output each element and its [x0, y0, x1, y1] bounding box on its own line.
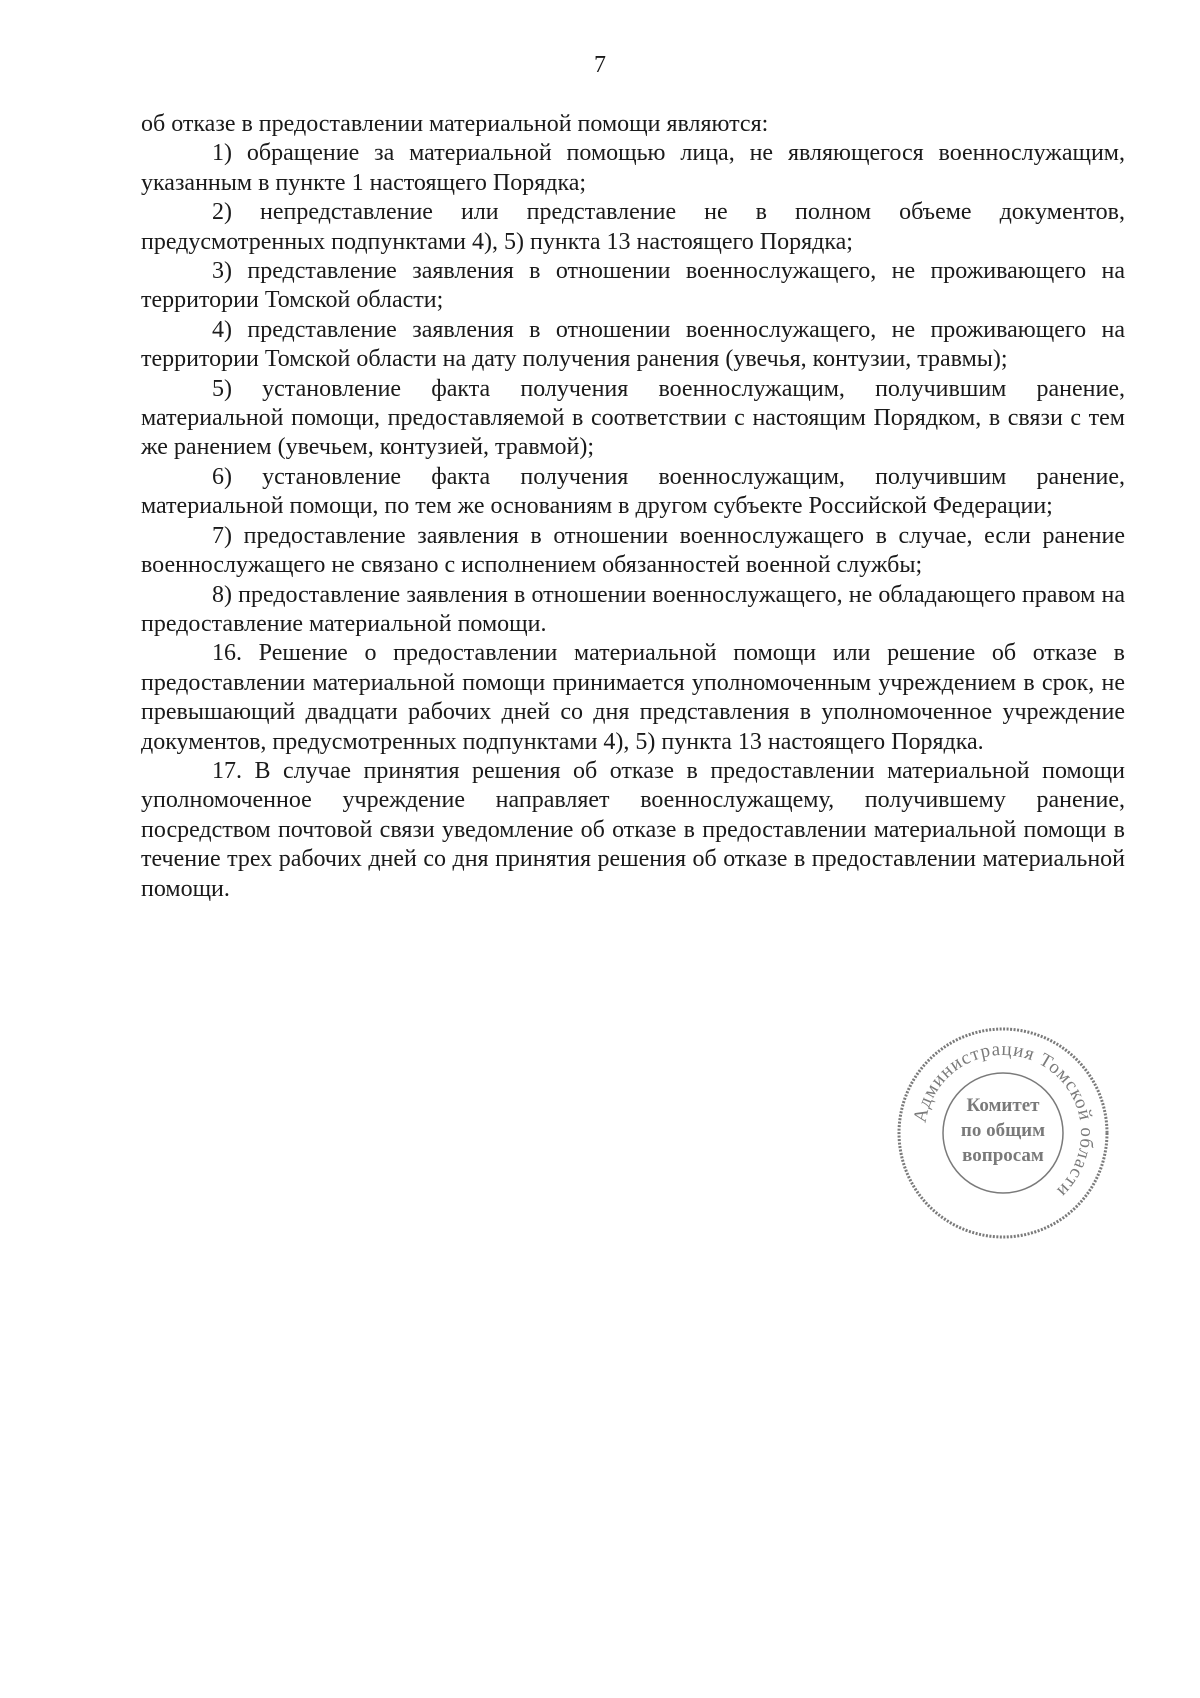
seal-graphic	[893, 1023, 1113, 1243]
seal-center-line-2: по общим	[960, 1120, 1046, 1141]
clause-16: 16. Решение о предоставлении материальной помощи или решение об отказе в предоставлении материальной помощи принимается уполномоченным учреждением в срок, не превышающий двадцати рабочих дней со дня представления в уполномоченное учреждение документов, предусмотренных подпунктами 4), 5) пункта 13 настоящего Порядка.	[141, 640, 1125, 755]
list-item-2: 2) непредставление или представление не в полном объеме документов, предусмотренных подпунктами 4), 5) пункта 13 настоящего Порядка;	[141, 199, 1125, 255]
list-item-3: 3) представление заявления в отношении военнослужащего, не проживающего на территории Томской области;	[141, 258, 1125, 314]
list-item-4: 4) представление заявления в отношении военнослужащего, не проживающего на территории Томской области на дату получения ранения (увечья, контузии, травмы);	[141, 316, 1125, 373]
list-item-1: 1) обращение за материальной помощью лица, не являющегося военнослужащим, указанным в пункте 1 настоящего Порядка;	[141, 140, 1125, 196]
list-item-5: 5) установление факта получения военнослужащим, получившим ранение, материальной помощи, предоставляемой в соответствии с настоящим Порядком, в связи с тем же ранением (увечьем, контузией, травмой);	[141, 375, 1125, 461]
list-item-7: 7) предоставление заявления в отношении военнослужащего в случае, если ранение военнослужащего не связано с исполнением обязанностей военной службы;	[141, 522, 1125, 579]
list-item-6: 6) установление факта получения военнослужащим, получившим ранение, материальной помощи, по тем же основаниям в другом субъекте Российской Федерации;	[141, 463, 1125, 520]
seal-center-line-3: вопросам	[962, 1145, 1044, 1166]
seal-center-line-1: Комитет	[966, 1095, 1040, 1116]
paragraph-continuation: об отказе в предоставлении материальной помощи являются:	[141, 111, 769, 137]
document-body	[141, 110, 1125, 904]
list-item-8: 8) предоставление заявления в отношении военнослужащего, не обладающего правом на предоставление материальной помощи.	[141, 581, 1125, 637]
official-seal-stamp	[893, 1023, 1113, 1243]
clause-17: 17. В случае принятия решения об отказе в предоставлении материальной помощи уполномоченное учреждение направляет военнослужащему, получившему ранение, посредством почтовой связи уведомление об отказе в предоставлении материальной помощи в течение трех рабочих дней со дня принятия решения об отказе в предоставлении материальной помощи.	[141, 757, 1125, 902]
seal-ring-text: Администрация Томской области	[909, 1038, 1098, 1202]
page-number: 7	[594, 52, 606, 78]
